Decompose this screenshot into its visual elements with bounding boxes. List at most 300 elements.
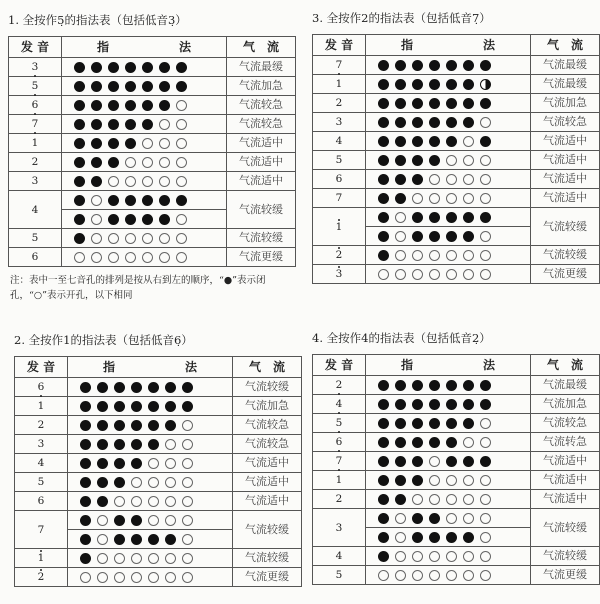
open-hole-icon	[91, 233, 102, 244]
open-hole-icon	[108, 176, 119, 187]
open-hole-icon	[463, 570, 474, 581]
closed-hole-icon	[125, 195, 136, 206]
closed-hole-icon	[412, 475, 423, 486]
closed-hole-icon	[74, 157, 85, 168]
open-hole-icon	[463, 250, 474, 261]
airflow-cell: 气流较急	[531, 414, 600, 433]
note-value: 1	[37, 552, 45, 564]
fingering-cell	[366, 509, 531, 528]
open-hole-icon	[395, 513, 406, 524]
table-row	[15, 416, 302, 435]
closed-hole-icon	[378, 437, 389, 448]
open-hole-icon	[463, 269, 474, 280]
closed-hole-icon	[412, 79, 423, 90]
header-fingering-left: 指	[96, 40, 109, 54]
airflow-cell: 气流更缓	[233, 568, 302, 587]
header-fingering	[68, 357, 233, 378]
table-row	[313, 75, 600, 94]
closed-hole-icon	[480, 456, 491, 467]
note-cell	[9, 96, 62, 115]
table-row	[313, 490, 600, 509]
fingering-cell	[366, 227, 531, 246]
closed-hole-icon	[395, 380, 406, 391]
open-hole-icon	[176, 233, 187, 244]
fingering-cell	[366, 414, 531, 433]
note-cell	[313, 547, 366, 566]
open-hole-icon	[182, 439, 193, 450]
closed-hole-icon	[412, 418, 423, 429]
closed-hole-icon	[412, 117, 423, 128]
closed-hole-icon	[80, 382, 91, 393]
open-hole-icon	[148, 458, 159, 469]
closed-hole-icon	[74, 214, 85, 225]
table-row	[15, 435, 302, 454]
open-hole-icon	[429, 494, 440, 505]
note-value: 1	[335, 220, 343, 233]
open-hole-icon	[429, 570, 440, 581]
airflow-cell: 气流较缓	[233, 549, 302, 568]
closed-hole-icon	[378, 174, 389, 185]
closed-hole-icon	[74, 195, 85, 206]
closed-hole-icon	[108, 81, 119, 92]
closed-hole-icon	[91, 81, 102, 92]
closed-hole-icon	[378, 250, 389, 261]
open-hole-icon	[125, 252, 136, 263]
header-note: 发 音	[9, 37, 62, 58]
fingering-cell	[62, 58, 227, 77]
fingering-cell	[366, 170, 531, 189]
table-row	[15, 511, 302, 530]
closed-hole-icon	[148, 401, 159, 412]
closed-hole-icon	[125, 214, 136, 225]
closed-hole-icon	[378, 79, 389, 90]
closed-hole-icon	[446, 399, 457, 410]
closed-hole-icon	[378, 212, 389, 223]
airflow-cell: 气流适中	[233, 454, 302, 473]
closed-hole-icon	[446, 456, 457, 467]
note-value: 2	[37, 571, 45, 583]
closed-hole-icon	[108, 157, 119, 168]
closed-hole-icon	[74, 81, 85, 92]
closed-hole-icon	[108, 138, 119, 149]
closed-hole-icon	[463, 456, 474, 467]
open-hole-icon	[97, 515, 108, 526]
open-hole-icon	[480, 231, 491, 242]
closed-hole-icon	[131, 439, 142, 450]
open-hole-icon	[480, 418, 491, 429]
note-cell	[9, 191, 62, 229]
open-hole-icon	[91, 195, 102, 206]
table-row	[15, 549, 302, 568]
note-cell	[9, 134, 62, 153]
fingering-table	[312, 354, 600, 585]
fingering-cell	[62, 172, 227, 191]
open-hole-icon	[446, 513, 457, 524]
airflow-cell: 气流加急	[531, 395, 600, 414]
table-row	[313, 56, 600, 75]
closed-hole-icon	[159, 100, 170, 111]
closed-hole-icon	[108, 195, 119, 206]
table-row	[313, 547, 600, 566]
note-cell	[313, 132, 366, 151]
closed-hole-icon	[378, 98, 389, 109]
open-hole-icon	[395, 551, 406, 562]
closed-hole-icon	[182, 401, 193, 412]
closed-hole-icon	[446, 380, 457, 391]
table-title: 3. 全按作2的指法表（包括低音7̣）	[312, 11, 491, 25]
airflow-cell: 气流较急	[227, 96, 296, 115]
open-hole-icon	[148, 572, 159, 583]
open-hole-icon	[165, 496, 176, 507]
table-row	[15, 492, 302, 511]
note-value: 4	[335, 550, 343, 562]
half-hole-icon	[480, 79, 491, 90]
table-row	[9, 191, 296, 210]
open-hole-icon	[480, 494, 491, 505]
closed-hole-icon	[395, 155, 406, 166]
note-value: 6	[335, 436, 343, 448]
note-cell	[313, 56, 366, 75]
closed-hole-icon	[142, 62, 153, 73]
closed-hole-icon	[429, 60, 440, 71]
open-hole-icon	[91, 214, 102, 225]
closed-hole-icon	[97, 420, 108, 431]
header-fingering-right: 法	[185, 360, 198, 374]
table-row	[313, 265, 600, 284]
open-hole-icon	[446, 193, 457, 204]
closed-hole-icon	[108, 100, 119, 111]
note-cell	[313, 265, 366, 284]
open-hole-icon	[395, 532, 406, 543]
table-footnote: 注：表中一至七音孔的排列是按从右到左的顺序，“●”表示闭孔，“○”表示开孔，以下相同	[10, 275, 266, 301]
header-airflow: 气 流	[531, 35, 600, 56]
header-fingering-left: 指	[102, 360, 115, 374]
closed-hole-icon	[114, 458, 125, 469]
closed-hole-icon	[412, 380, 423, 391]
closed-hole-icon	[97, 439, 108, 450]
fingering-cell	[62, 134, 227, 153]
airflow-cell: 气流最缓	[531, 75, 600, 94]
airflow-cell: 气流适中	[227, 172, 296, 191]
fingering-cell	[366, 94, 531, 113]
note-value: 4	[37, 457, 45, 469]
open-hole-icon	[108, 252, 119, 263]
open-hole-icon	[182, 553, 193, 564]
note-cell	[15, 397, 68, 416]
note-cell	[9, 153, 62, 172]
note-cell	[313, 509, 366, 547]
open-hole-icon	[480, 570, 491, 581]
note-value: 6	[31, 251, 39, 263]
closed-hole-icon	[463, 60, 474, 71]
airflow-cell: 气流适中	[531, 151, 600, 170]
open-hole-icon	[412, 570, 423, 581]
note-value: 6	[31, 99, 39, 111]
airflow-cell: 气流更缓	[531, 265, 600, 284]
open-hole-icon	[148, 496, 159, 507]
closed-hole-icon	[395, 193, 406, 204]
open-hole-icon	[182, 458, 193, 469]
fingering-cell	[62, 210, 227, 229]
open-hole-icon	[91, 252, 102, 263]
open-hole-icon	[176, 176, 187, 187]
closed-hole-icon	[480, 136, 491, 147]
closed-hole-icon	[80, 515, 91, 526]
fingering-cell	[68, 454, 233, 473]
closed-hole-icon	[97, 477, 108, 488]
fingering-cell	[68, 416, 233, 435]
header-row	[9, 37, 296, 58]
closed-hole-icon	[480, 98, 491, 109]
open-hole-icon	[131, 496, 142, 507]
note-cell	[313, 75, 366, 94]
closed-hole-icon	[378, 551, 389, 562]
note-value: 6	[37, 495, 45, 507]
open-hole-icon	[148, 477, 159, 488]
closed-hole-icon	[395, 136, 406, 147]
note-value: 5	[31, 232, 39, 244]
note-cell	[313, 94, 366, 113]
open-hole-icon	[463, 513, 474, 524]
note-value: 1	[31, 137, 39, 149]
note-value: 2	[335, 379, 343, 391]
note-cell	[313, 189, 366, 208]
note-value: 7	[335, 192, 343, 204]
note-value: 4	[31, 203, 39, 216]
fingering-cell	[366, 376, 531, 395]
airflow-cell: 气流较急	[227, 115, 296, 134]
note-value: 2	[335, 493, 343, 505]
closed-hole-icon	[463, 231, 474, 242]
note-value: 5	[335, 417, 343, 429]
fingering-cell	[68, 511, 233, 530]
fingering-chart-2	[14, 331, 302, 587]
table-row	[15, 454, 302, 473]
fingering-cell	[366, 433, 531, 452]
closed-hole-icon	[412, 231, 423, 242]
note-value: 1	[335, 474, 343, 486]
airflow-cell: 气流较缓	[227, 191, 296, 229]
closed-hole-icon	[412, 399, 423, 410]
fingering-cell	[366, 189, 531, 208]
fingering-cell	[366, 395, 531, 414]
table-title: 4. 全按作4的指法表（包括低音2̣）	[312, 331, 491, 345]
closed-hole-icon	[97, 401, 108, 412]
open-hole-icon	[395, 570, 406, 581]
note-cell	[313, 490, 366, 509]
open-hole-icon	[446, 250, 457, 261]
open-hole-icon	[480, 532, 491, 543]
fingering-cell	[366, 528, 531, 547]
closed-hole-icon	[176, 81, 187, 92]
open-hole-icon	[114, 496, 125, 507]
fingering-cell	[68, 435, 233, 454]
closed-hole-icon	[412, 155, 423, 166]
note-value: 1	[335, 78, 343, 90]
open-hole-icon	[480, 193, 491, 204]
closed-hole-icon	[378, 532, 389, 543]
closed-hole-icon	[412, 456, 423, 467]
fingering-chart-3	[312, 9, 600, 284]
note-cell	[15, 473, 68, 492]
fingering-cell	[366, 452, 531, 471]
closed-hole-icon	[142, 100, 153, 111]
note-value: 5	[335, 154, 343, 166]
open-hole-icon	[80, 572, 91, 583]
closed-hole-icon	[395, 456, 406, 467]
closed-hole-icon	[412, 513, 423, 524]
closed-hole-icon	[412, 60, 423, 71]
note-cell	[313, 566, 366, 585]
closed-hole-icon	[165, 534, 176, 545]
open-hole-icon	[378, 570, 389, 581]
fingering-cell	[366, 75, 531, 94]
fingering-cell	[68, 568, 233, 587]
airflow-cell: 气流最缓	[227, 58, 296, 77]
closed-hole-icon	[159, 195, 170, 206]
fingering-cell	[62, 153, 227, 172]
airflow-cell: 气流较急	[233, 416, 302, 435]
airflow-cell: 气流适中	[531, 471, 600, 490]
open-hole-icon	[97, 553, 108, 564]
fingering-cell	[366, 56, 531, 75]
open-hole-icon	[412, 494, 423, 505]
open-hole-icon	[463, 174, 474, 185]
closed-hole-icon	[395, 475, 406, 486]
closed-hole-icon	[446, 98, 457, 109]
open-hole-icon	[182, 572, 193, 583]
closed-hole-icon	[91, 100, 102, 111]
closed-hole-icon	[74, 100, 85, 111]
closed-hole-icon	[429, 399, 440, 410]
open-hole-icon	[159, 157, 170, 168]
closed-hole-icon	[131, 382, 142, 393]
header-fingering	[62, 37, 227, 58]
closed-hole-icon	[429, 155, 440, 166]
airflow-cell: 气流较缓	[531, 547, 600, 566]
open-hole-icon	[395, 250, 406, 261]
airflow-cell: 气流适中	[531, 452, 600, 471]
fingering-cell	[366, 151, 531, 170]
open-hole-icon	[463, 494, 474, 505]
fingering-cell	[62, 77, 227, 96]
note-value: 6	[335, 173, 343, 185]
closed-hole-icon	[463, 380, 474, 391]
note-cell	[15, 378, 68, 397]
closed-hole-icon	[131, 534, 142, 545]
note-cell	[9, 172, 62, 191]
closed-hole-icon	[165, 401, 176, 412]
note-cell	[9, 229, 62, 248]
open-hole-icon	[142, 138, 153, 149]
airflow-cell: 气流较急	[233, 435, 302, 454]
open-hole-icon	[446, 269, 457, 280]
header-airflow: 气 流	[227, 37, 296, 58]
closed-hole-icon	[80, 439, 91, 450]
closed-hole-icon	[74, 176, 85, 187]
header-airflow: 气 流	[531, 355, 600, 376]
note-cell	[9, 58, 62, 77]
table-row	[313, 395, 600, 414]
open-hole-icon	[165, 458, 176, 469]
closed-hole-icon	[378, 513, 389, 524]
airflow-cell: 气流加急	[227, 77, 296, 96]
airflow-cell: 气流较缓	[233, 511, 302, 549]
table-row	[9, 248, 296, 267]
note-cell	[313, 170, 366, 189]
fingering-cell	[62, 96, 227, 115]
header-note: 发 音	[15, 357, 68, 378]
open-hole-icon	[148, 553, 159, 564]
open-hole-icon	[446, 174, 457, 185]
closed-hole-icon	[80, 496, 91, 507]
fingering-cell	[68, 378, 233, 397]
open-hole-icon	[429, 193, 440, 204]
note-cell	[15, 435, 68, 454]
closed-hole-icon	[463, 532, 474, 543]
airflow-cell: 气流较缓	[531, 509, 600, 547]
closed-hole-icon	[91, 138, 102, 149]
note-cell	[313, 471, 366, 490]
note-value: 3	[31, 175, 39, 187]
closed-hole-icon	[446, 212, 457, 223]
airflow-cell: 气流较缓	[531, 208, 600, 246]
closed-hole-icon	[463, 399, 474, 410]
open-hole-icon	[429, 174, 440, 185]
open-hole-icon	[480, 437, 491, 448]
note-value: 3	[335, 116, 343, 128]
closed-hole-icon	[412, 98, 423, 109]
closed-hole-icon	[429, 231, 440, 242]
closed-hole-icon	[429, 513, 440, 524]
open-hole-icon	[182, 515, 193, 526]
closed-hole-icon	[480, 212, 491, 223]
note-cell	[15, 492, 68, 511]
table-row	[313, 414, 600, 433]
fingering-cell	[366, 246, 531, 265]
closed-hole-icon	[159, 62, 170, 73]
closed-hole-icon	[125, 138, 136, 149]
open-hole-icon	[125, 157, 136, 168]
table-row	[15, 397, 302, 416]
open-hole-icon	[412, 250, 423, 261]
airflow-cell: 气流更缓	[227, 248, 296, 267]
closed-hole-icon	[114, 534, 125, 545]
open-hole-icon	[97, 534, 108, 545]
open-hole-icon	[480, 475, 491, 486]
header-fingering-left: 指	[400, 358, 413, 372]
table-row	[313, 246, 600, 265]
open-hole-icon	[429, 269, 440, 280]
closed-hole-icon	[463, 79, 474, 90]
fingering-cell	[366, 132, 531, 151]
open-hole-icon	[412, 551, 423, 562]
table-row	[15, 378, 302, 397]
note-value: 4	[335, 135, 343, 147]
open-hole-icon	[446, 155, 457, 166]
table-row	[313, 113, 600, 132]
fingering-cell	[366, 490, 531, 509]
closed-hole-icon	[378, 155, 389, 166]
closed-hole-icon	[142, 195, 153, 206]
fingering-cell	[62, 248, 227, 267]
open-hole-icon	[176, 157, 187, 168]
note-cell	[313, 452, 366, 471]
header-row	[313, 35, 600, 56]
airflow-cell: 气流适中	[531, 189, 600, 208]
airflow-cell: 气流适中	[233, 473, 302, 492]
closed-hole-icon	[91, 119, 102, 130]
